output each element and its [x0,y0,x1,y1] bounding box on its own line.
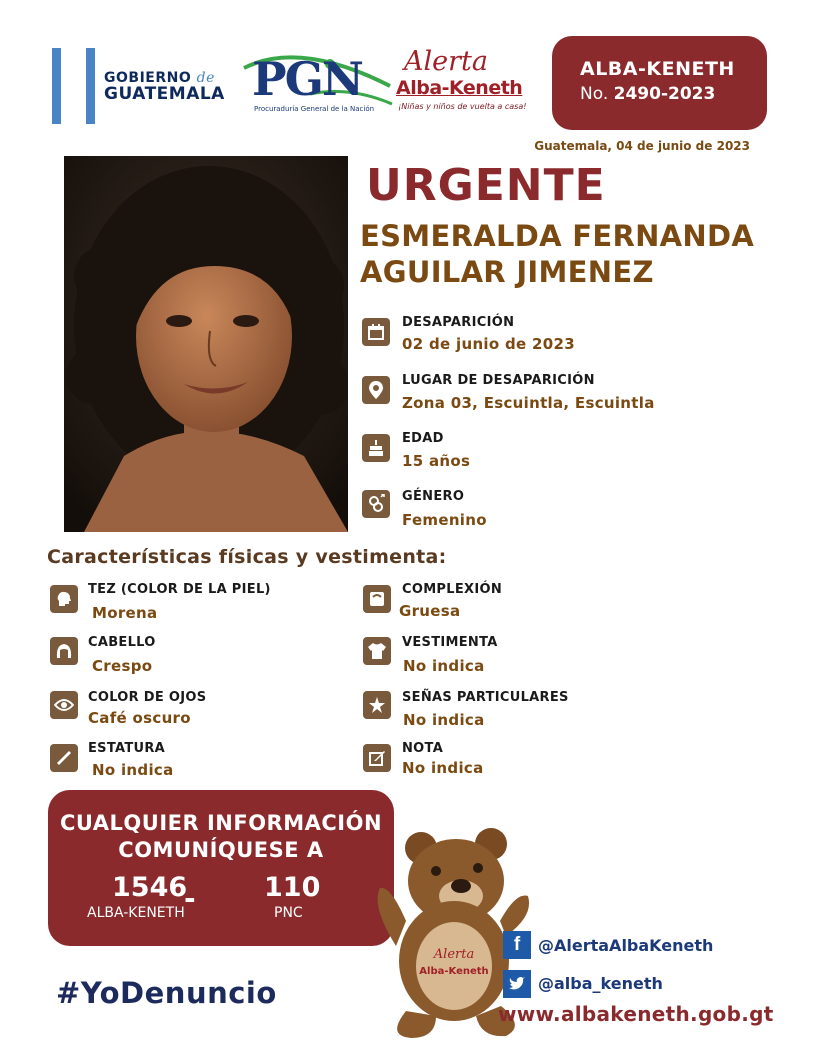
char-label-nota: NOTA [402,741,444,756]
hair-icon [50,637,78,665]
char-value-complexion: Gruesa [399,602,461,620]
char-value-vestimenta: No indica [403,657,485,675]
gobierno-line2: GUATEMALA [104,84,225,104]
calendar-icon [362,318,390,346]
char-label-ojos: COLOR DE OJOS [88,690,207,705]
info-label-edad: EDAD [402,431,444,446]
pgn-logo [240,46,396,118]
phone-label-alba-keneth: ALBA-KENETH [87,905,185,921]
info-value-edad: 15 años [402,452,471,470]
person-name-line1: ESMERALDA FERNANDA [360,219,755,253]
facebook-handle: @AlertaAlbaKeneth [538,936,714,955]
portrait-illustration [64,156,348,532]
shirt-icon [363,637,391,665]
contact-heading-line2: COMUNÍQUESE A [118,838,324,862]
location-pin-icon [362,376,390,404]
head-profile-icon [50,585,78,613]
alerta-tagline: ¡Niñas y niños de vuelta a casa! [398,102,527,111]
cake-icon [362,434,390,462]
person-name [360,218,754,290]
contact-heading [48,810,394,864]
char-label-complexion: COMPLEXIÓN [402,582,503,597]
char-value-tez: Morena [92,604,158,622]
ruler-icon [50,744,78,772]
case-number-box [552,36,767,130]
alerta-word: Alerta [404,46,488,77]
phone-number-pnc: 110 [264,872,321,903]
twitter-handle: @alba_keneth [538,974,663,993]
gobierno-line1: GOBIERNO [104,70,192,86]
info-value-desaparicion: 02 de junio de 2023 [402,335,575,353]
contact-heading-line1: CUALQUIER INFORMACIÓN [59,811,383,835]
phone-number-alba-keneth: 1546 [112,872,188,903]
bear-belly-word: Alerta [433,947,475,962]
urgent-heading: URGENTE [366,160,606,211]
char-value-ojos: Café oscuro [88,709,191,727]
characteristics-title: Características físicas y vestimenta: [47,546,447,568]
gobierno-logo-text [104,70,225,103]
info-value-genero: Femenino [402,511,487,529]
scale-icon [363,585,391,613]
case-prefix: No. [580,84,609,104]
pgn-subtitle: Procuraduría General de la Nación [254,105,375,113]
char-value-cabello: Crespo [92,657,153,675]
missing-person-photo [64,156,348,532]
char-label-cabello: CABELLO [88,635,156,650]
gobierno-logo-bar [86,48,95,124]
eye-icon [50,691,78,719]
gobierno-de: de [196,70,215,86]
alerta-alba-keneth-logo [396,46,532,118]
alerta-name: Alba-Keneth [396,77,523,99]
char-label-senas: SEÑAS PARTICULARES [402,690,569,705]
bear-belly-name: Alba-Keneth [419,966,489,977]
gobierno-logo-bar [52,48,61,124]
char-value-estatura: No indica [92,761,174,779]
case-number [580,84,767,104]
star-icon [363,691,391,719]
phone-label-pnc: PNC [274,905,303,921]
website-url: www.albakeneth.gob.gt [498,1002,774,1026]
note-edit-icon [363,744,391,772]
phone-separator: - [184,882,196,915]
facebook-icon: f [503,931,531,959]
info-label-desaparicion: DESAPARICIÓN [402,315,515,330]
gender-icon [362,490,390,518]
pgn-letters: PGN [252,52,362,106]
char-label-estatura: ESTATURA [88,741,166,756]
char-value-senas: No indica [403,711,485,729]
dateline: Guatemala, 04 de junio de 2023 [534,139,750,153]
info-label-genero: GÉNERO [402,489,465,504]
case-number-value: 2490-2023 [613,84,716,104]
char-label-tez: TEZ (COLOR DE LA PIEL) [88,582,271,597]
hashtag: #YoDenuncio [56,976,277,1010]
twitter-icon [503,970,531,998]
char-label-vestimenta: VESTIMENTA [402,635,498,650]
contact-box [48,790,394,946]
char-value-nota: No indica [402,759,484,777]
case-title: ALBA-KENETH [580,58,735,80]
person-name-line2: AGUILAR JIMENEZ [360,255,654,289]
info-value-lugar: Zona 03, Escuintla, Escuintla [402,394,655,412]
info-label-lugar: LUGAR DE DESAPARICIÓN [402,373,595,388]
